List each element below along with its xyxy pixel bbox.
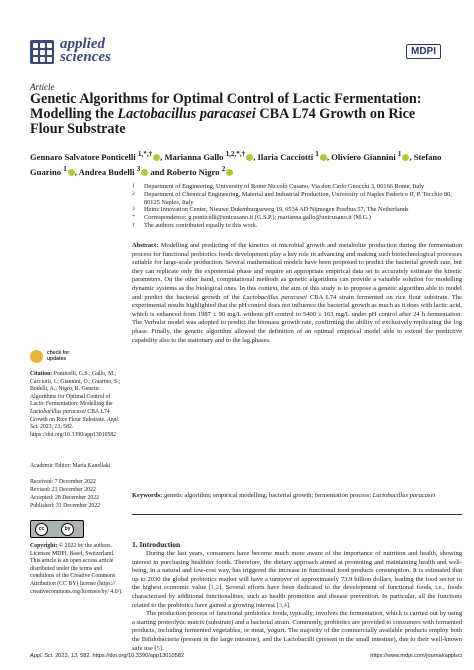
keywords: Keywords: genetic algorithm; empirical modelling; bacterial growth; fermentation process; Lactobacillus paracasei bbox=[132, 492, 436, 499]
academic-editor: Academic Editor: Maria Kanellaki bbox=[30, 463, 111, 469]
author[interactable]: Marianna Gallo $^{1,2,*,\dagger}$ bbox=[164, 150, 246, 162]
affiliation-row: 1 Department of Engineering, University of Rome Niccolò Cusano, Via don Carlo Gnocchi 3, 00166 Rome, Italy bbox=[132, 183, 425, 190]
keywords-label: Keywords: bbox=[132, 492, 163, 499]
orcid-icon[interactable] bbox=[402, 154, 409, 161]
affiliations bbox=[132, 183, 462, 230]
citation-link[interactable]: 4 bbox=[283, 601, 287, 609]
abstract-label: Abstract: bbox=[132, 242, 159, 249]
journal-logo bbox=[30, 40, 54, 64]
orcid-icon[interactable] bbox=[68, 169, 75, 176]
author[interactable]: Andrea Budelli $^3$ bbox=[78, 164, 141, 177]
section-heading: 1. Introduction bbox=[132, 540, 181, 549]
citation-link[interactable]: 3 bbox=[278, 601, 282, 609]
author[interactable]: Ilaria Cacciotti $^1$ bbox=[257, 150, 319, 162]
divider bbox=[132, 514, 462, 515]
copyright: Copyright: © 2022 by the authors. Licensee MDPI, Basel, Switzerland. This article is an open access article distributed under the terms and conditions of the Creative Commons Attribution (CC BY) license (https:// creativecommons.org/licenses/by/ 4.0/). bbox=[30, 543, 123, 595]
orcid-icon[interactable] bbox=[246, 154, 253, 161]
title-part2: CBA L74 Growth on Rice Flour Substrate bbox=[30, 106, 416, 137]
author[interactable]: Stefano Guarino $^1$ bbox=[30, 151, 442, 177]
publisher-logo[interactable]: MDPI bbox=[406, 44, 441, 59]
orcid-icon[interactable] bbox=[153, 154, 160, 161]
check-updates-icon bbox=[30, 350, 43, 363]
author[interactable]: Gennaro Salvatore Ponticelli $^{1,*,\dagger}$ bbox=[30, 150, 153, 162]
introduction-body bbox=[132, 550, 462, 653]
affiliation-row: 2 Department of Chemical Engineering, Material and Industrial Production, University of Naples Federico II, P. Tecchio 80, 80125 Naples, Italy bbox=[132, 190, 452, 206]
title-part1: Genetic Algorithms for Optimal Control of Lactic Fermentation: Modelling the bbox=[30, 91, 422, 122]
orcid-icon[interactable] bbox=[320, 154, 327, 161]
accepted-date: Accepted: 28 December 2022 bbox=[30, 495, 100, 501]
title-species: Lactobacillus paracasei bbox=[117, 106, 256, 122]
journal-name-line1: applied bbox=[60, 36, 105, 52]
citation-link[interactable]: 5 bbox=[156, 644, 160, 652]
citation: Citation: Ponticelli, G.S.; Gallo, M.; Cacciotti, I.; Giannini, O.; Guarino, S.; Budelli, A.; Nigro, R. Genetic Algorithms for Optimal Control of Lactic Fermentation: Modelling the Lactobacillus paracasei CBA L74 Growth on Rice Flour Substrate. Appl. Sci. 2023, 13, 582. https://doi.org/10.3390/app13010582 bbox=[30, 371, 121, 438]
author[interactable]: Roberto Nigro $^2$ bbox=[166, 164, 226, 177]
citation-link[interactable]: 1 bbox=[210, 584, 215, 592]
orcid-icon[interactable] bbox=[141, 169, 148, 176]
journal-name-line2: sciences bbox=[60, 49, 111, 65]
affiliation-row: 3 Heinz Innovation Center, Nieuwe Dukenburgseweg 19, 6534 AD Nijmegen Postbus 57, The Netherlands bbox=[132, 206, 409, 214]
abstract: Abstract: Modelling and predicting of the kinetics of microbial growth and metabolite production during the fermentation process for functional probiotics foods development play a key role in advancing and making such biotechnological processes suitable for large-scale production. Several mathematical models have been proposed to predict the bacterial growth rate, but they can replicate only the exponential phase and require an appropriate empirical data set to accurately estimate the kinetic parameters. On the other hand, computational methods as genetic algorithms can provide a valuable solution for modelling dynamic systems as the biological ones. In this context, the aim of this study is to propose a genetic algorithm able to model and predict the bacterial growth of the Lactobacillus paracasei CBA L74 strain fermented on rice flour substrate. The experimental results highlighted that the pH control does not influence the bacterial growth as much as it does with lactic acid, which is enhanced from 1987 ± 90 mg/L without pH control to 5400 ± 163 mg/L under pH control after 24 h fermentation. The Verhulst model was adopted to predict the biomass growth rate, confirming the ability of exclusively replicating the log phase. Finally, the genetic algorithm allowed the definition of an optimal empirical model able to extend the predictive capability also to the stationary and to the lag phases. bbox=[132, 242, 463, 344]
citation-link[interactable]: 2 bbox=[215, 584, 220, 592]
published-date: Published: 31 December 2022 bbox=[30, 503, 101, 509]
article-type: Article bbox=[30, 82, 55, 92]
revised-date: Revised: 23 December 2022 bbox=[30, 487, 96, 493]
paragraph: The production process of functional probiotics foods, typically, involves the fermentation, which is carried out by using a starting proteolytic matrix (substrate) and a bacterial strain. Commonly, probiotics are provided to consumers with fermented products, including fermented vegetables, or meat, yogurt. The majority of the commercially available products employ both the Bifidobacteria (present in the large intestine), and the Lactobacilli (present in the small intestine), due to their well-known safe use [5]. bbox=[132, 610, 462, 652]
footer-journal-link[interactable]: https://www.mdpi.com/journal/applsci bbox=[370, 653, 462, 659]
author[interactable]: Oliviero Giannini $^1$ bbox=[331, 150, 402, 162]
author-list: Gennaro Salvatore Ponticelli $^{1,*,\dagger}$ , Marianna Gallo $^{1,2,*,\dagger}$ , Ilaria Cacciotti $^1$ , Oliviero Giannini $^1$ , Stefano Guarino $^1$ , Andrea Budelli $^3$ and Roberto Nigro $^2$ bbox=[30, 150, 442, 177]
received-date: Received: 7 December 2022 bbox=[30, 479, 96, 485]
equal-contribution-row: † The authors contributed equally to this work. bbox=[132, 221, 258, 229]
paragraph: During the last years, consumers have become much more aware of the importance of nutrition and health, showing interest in purchasing healthier foods. Therefore, the dietary approach aimed at promoting and maintaining health and well-being, in a natural and low-cost way, has triggered the increase in functional food products consumption. It is estimated that up to 2030 the global probiotics market will have a turnover of approximately 73.9 billion dollars, leading the food sector to the highest economic value [1,2]. Several efforts have been dedicated to the development of functional foods, i.e., foods characterised by additional functionalities, such as health promotion and disease prevention. In particular, all the functions related to the probiotics have gained a growing interest [3,4]. bbox=[132, 550, 462, 609]
correspondence-row: * Correspondence: g.ponticelli@unicusano.it (G.S.P.); marianna.gallo@unicusano.it (M.G.) bbox=[132, 214, 371, 222]
paper-title bbox=[30, 92, 450, 137]
footer-citation: Appl. Sci. 2023, 13, 582. https://doi.org/10.3390/app13010582 bbox=[30, 653, 184, 659]
journal-name bbox=[60, 38, 111, 64]
cc-by-license-icon[interactable]: cc by bbox=[30, 520, 84, 538]
orcid-icon[interactable] bbox=[226, 169, 233, 176]
